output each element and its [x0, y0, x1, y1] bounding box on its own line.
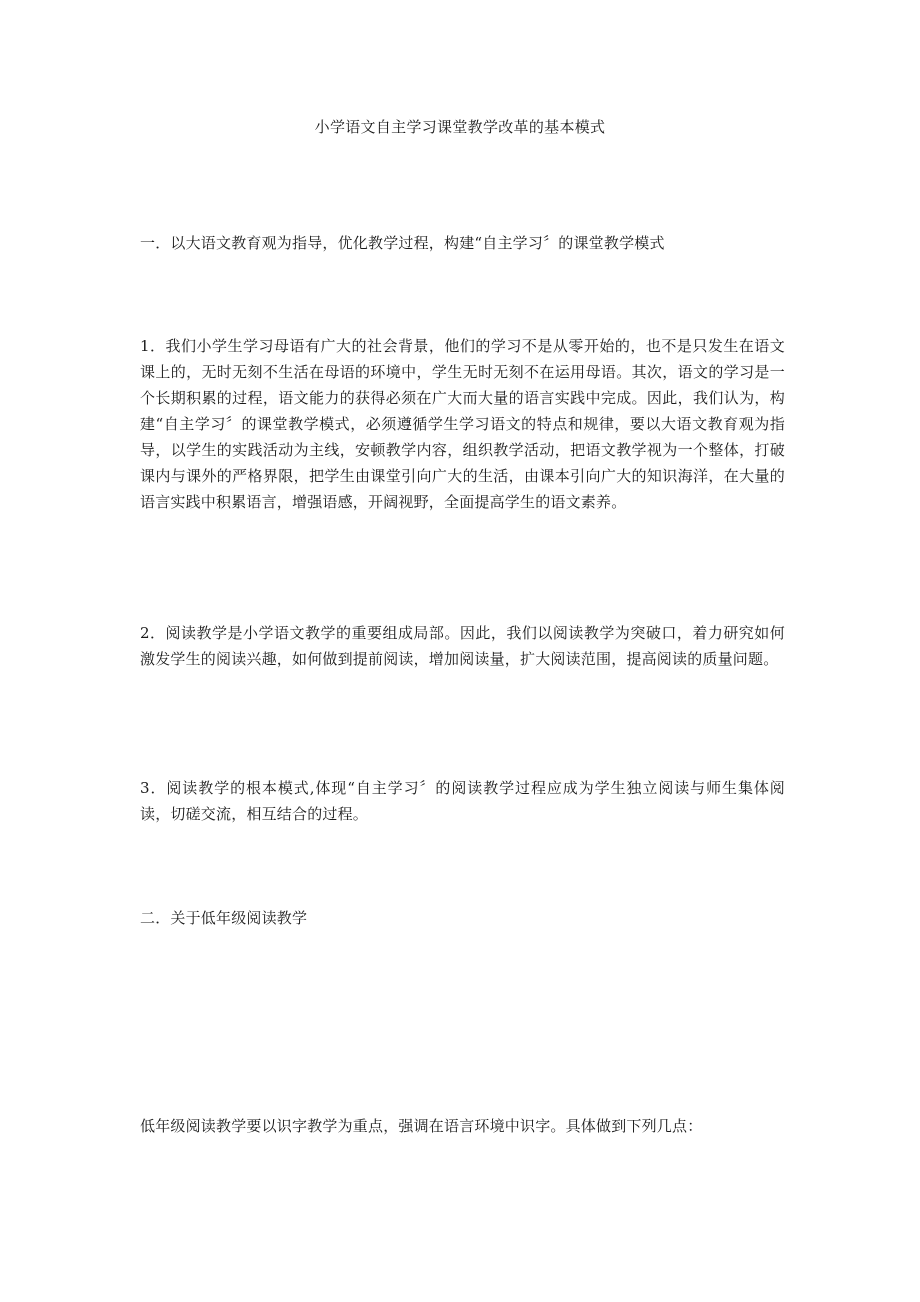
- paragraph-4: 低年级阅读教学要以识字教学为重点，强调在语言环境中识字。具体做到下列几点：: [140, 1117, 703, 1135]
- paragraph-3: 3．阅读教学的根本模式,体现“自主学习〞的阅读教学过程应成为学生独立阅读与师生集体阅读，切磋交流，相互结合的过程。: [140, 779, 785, 823]
- section-heading-2: 二．关于低年级阅读教学: [140, 909, 308, 927]
- section-heading-1: 一．以大语文教育观为指导，优化教学过程，构建“自主学习〞的课堂教学模式: [140, 234, 665, 252]
- paragraph-1: 1．我们小学生学习母语有广大的社会背景，他们的学习不是从零开始的，也不是只发生在语文课上的，无时无刻不生活在母语的环境中，学生无时无刻不在运用母语。其次，语文的学习是一个长期积累的过程，语文能力的获得必须在广大而大量的语言实践中完成。因此，我们认为，构建“自主学习〞的课堂教学模式，必须遵循学生学习语文的特点和规律，要以大语文教育观为指导，以学生的实践活动为主线，安顿教学内容，组织教学活动，把语文教学视为一个整体，打破课内与课外的严格界限，把学生由课堂引向广大的生活，由课本引向广大的知识海洋，在大量的语言实践中积累语言，增强语感，开阔视野，全面提高学生的语文素养。: [140, 337, 785, 511]
- document-title: 小学语文自主学习课堂教学改革的基本模式: [314, 118, 606, 136]
- paragraph-2: 2．阅读教学是小学语文教学的重要组成局部。因此，我们以阅读教学为突破口，着力研究如何激发学生的阅读兴趣，如何做到提前阅读，增加阅读量，扩大阅读范围，提高阅读的质量问题。: [140, 624, 785, 668]
